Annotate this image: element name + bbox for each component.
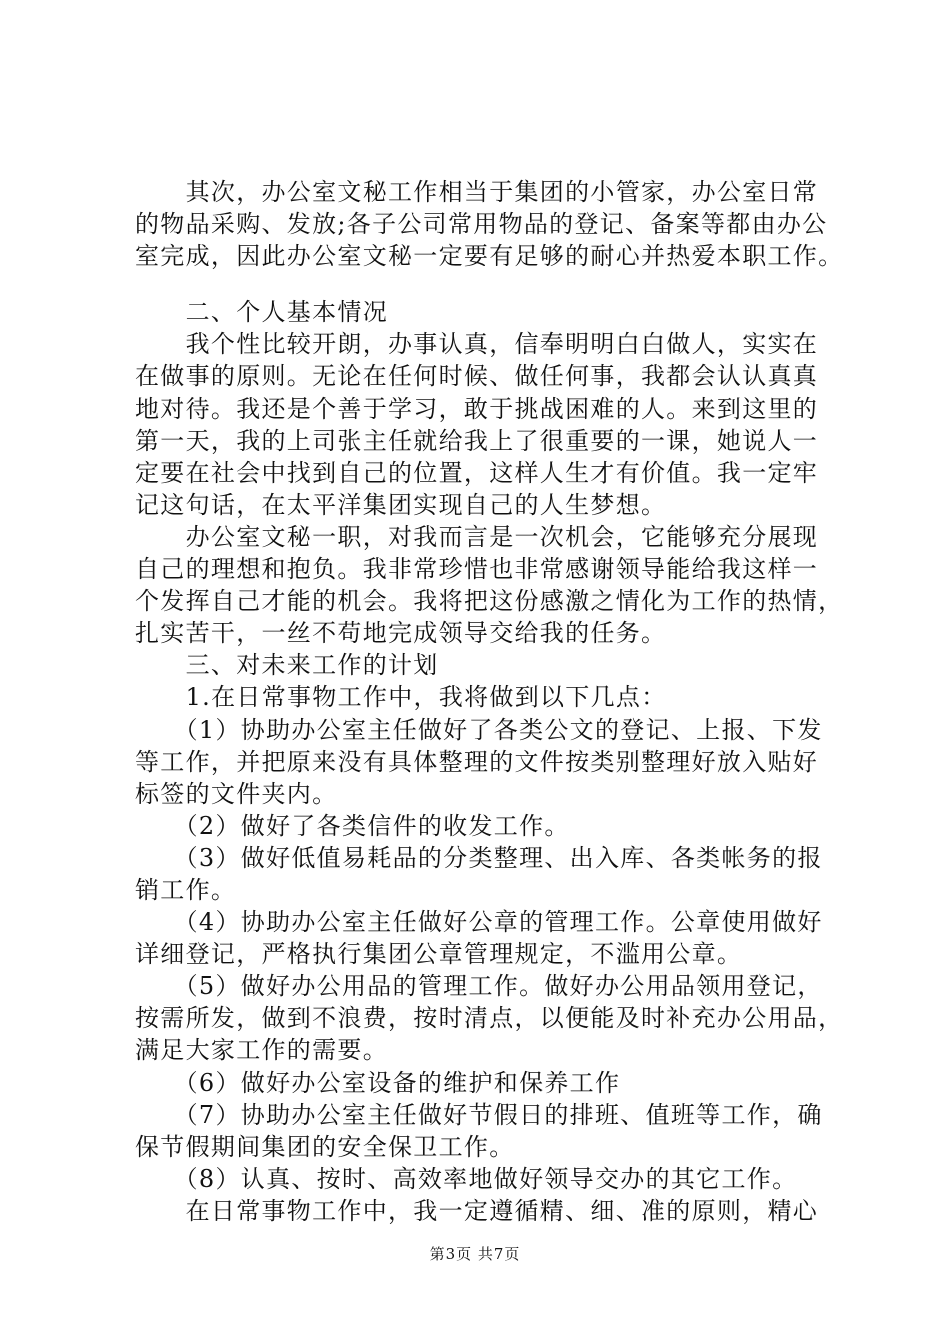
text-line: 等工作，并把原来没有具体整理的文件按类别整理好放入贴好 — [135, 747, 819, 776]
page-number-footer: 第3页 共7页 — [429, 1245, 521, 1263]
text-line: 销工作。 — [135, 875, 237, 904]
text-line: 自己的理想和抱负。我非常珍惜也非常感谢领导能给我这样一 — [135, 555, 819, 584]
text-line: （4）协助办公室主任做好公章的管理工作。公章使用做好 — [135, 908, 823, 937]
text-line: 定要在社会中找到自己的位置，这样人生才有价值。我一定牢 — [135, 458, 819, 487]
text-line: 记这句话，在太平洋集团实现自己的人生梦想。 — [135, 490, 667, 519]
text-line: 其次，办公室文秘工作相当于集团的小管家，办公室日常 — [135, 178, 819, 206]
text-line: 办公室文秘一职，对我而言是一次机会，它能够充分展现 — [135, 522, 819, 551]
paragraph-gap — [135, 272, 835, 296]
text-line: 扎实苦干，一丝不苟地完成领导交给我的任务。 — [135, 619, 667, 648]
text-line: （8）认真、按时、高效率地做好领导交办的其它工作。 — [135, 1164, 798, 1193]
section-heading: 三、对未来工作的计划 — [135, 651, 439, 680]
text-line: 标签的文件夹内。 — [135, 779, 338, 808]
text-line: 的物品采购、发放;各子公司常用物品的登记、备案等都由办公 — [135, 210, 828, 239]
text-line: （3）做好低值易耗品的分类整理、出入库、各类帐务的报 — [135, 843, 823, 872]
text-line: 室完成，因此办公室文秘一定要有足够的耐心并热爱本职工作。 — [135, 242, 844, 271]
text-line: 第一天，我的上司张主任就给我上了很重要的一课，她说人一 — [135, 426, 819, 455]
text-line: （2）做好了各类信件的收发工作。 — [135, 811, 570, 840]
document-body — [135, 176, 844, 1227]
text-line: （5）做好办公用品的管理工作。做好办公用品领用登记， — [135, 972, 823, 1001]
text-line: （1）协助办公室主任做好了各类公文的登记、上报、下发 — [135, 715, 823, 744]
text-line: （7）协助办公室主任做好节假日的排班、值班等工作，确 — [135, 1100, 823, 1129]
text-line: 满足大家工作的需要。 — [135, 1036, 388, 1065]
text-line: 个发挥自己才能的机会。我将把这份感激之情化为工作的热情， — [135, 587, 844, 616]
text-line: （6）做好办公室设备的维护和保养工作 — [135, 1068, 621, 1097]
text-line: 1.在日常事物工作中，我将做到以下几点： — [135, 683, 667, 712]
text-line: 我个性比较开朗，办事认真，信奉明明白白做人，实实在 — [135, 330, 819, 359]
text-line: 在日常事物工作中，我一定遵循精、细、准的原则，精心 — [135, 1196, 819, 1225]
text-line: 按需所发，做到不浪费，按时清点，以便能及时补充办公用品， — [135, 1004, 844, 1033]
text-line: 保节假期间集团的安全保卫工作。 — [135, 1132, 515, 1161]
section-heading: 二、个人基本情况 — [135, 298, 388, 327]
text-line: 地对待。我还是个善于学习，敢于挑战困难的人。来到这里的 — [135, 394, 819, 423]
text-line: 在做事的原则。无论在任何时候、做任何事，我都会认认真真 — [135, 362, 819, 391]
text-line: 详细登记，严格执行集团公章管理规定，不滥用公章。 — [135, 940, 743, 969]
